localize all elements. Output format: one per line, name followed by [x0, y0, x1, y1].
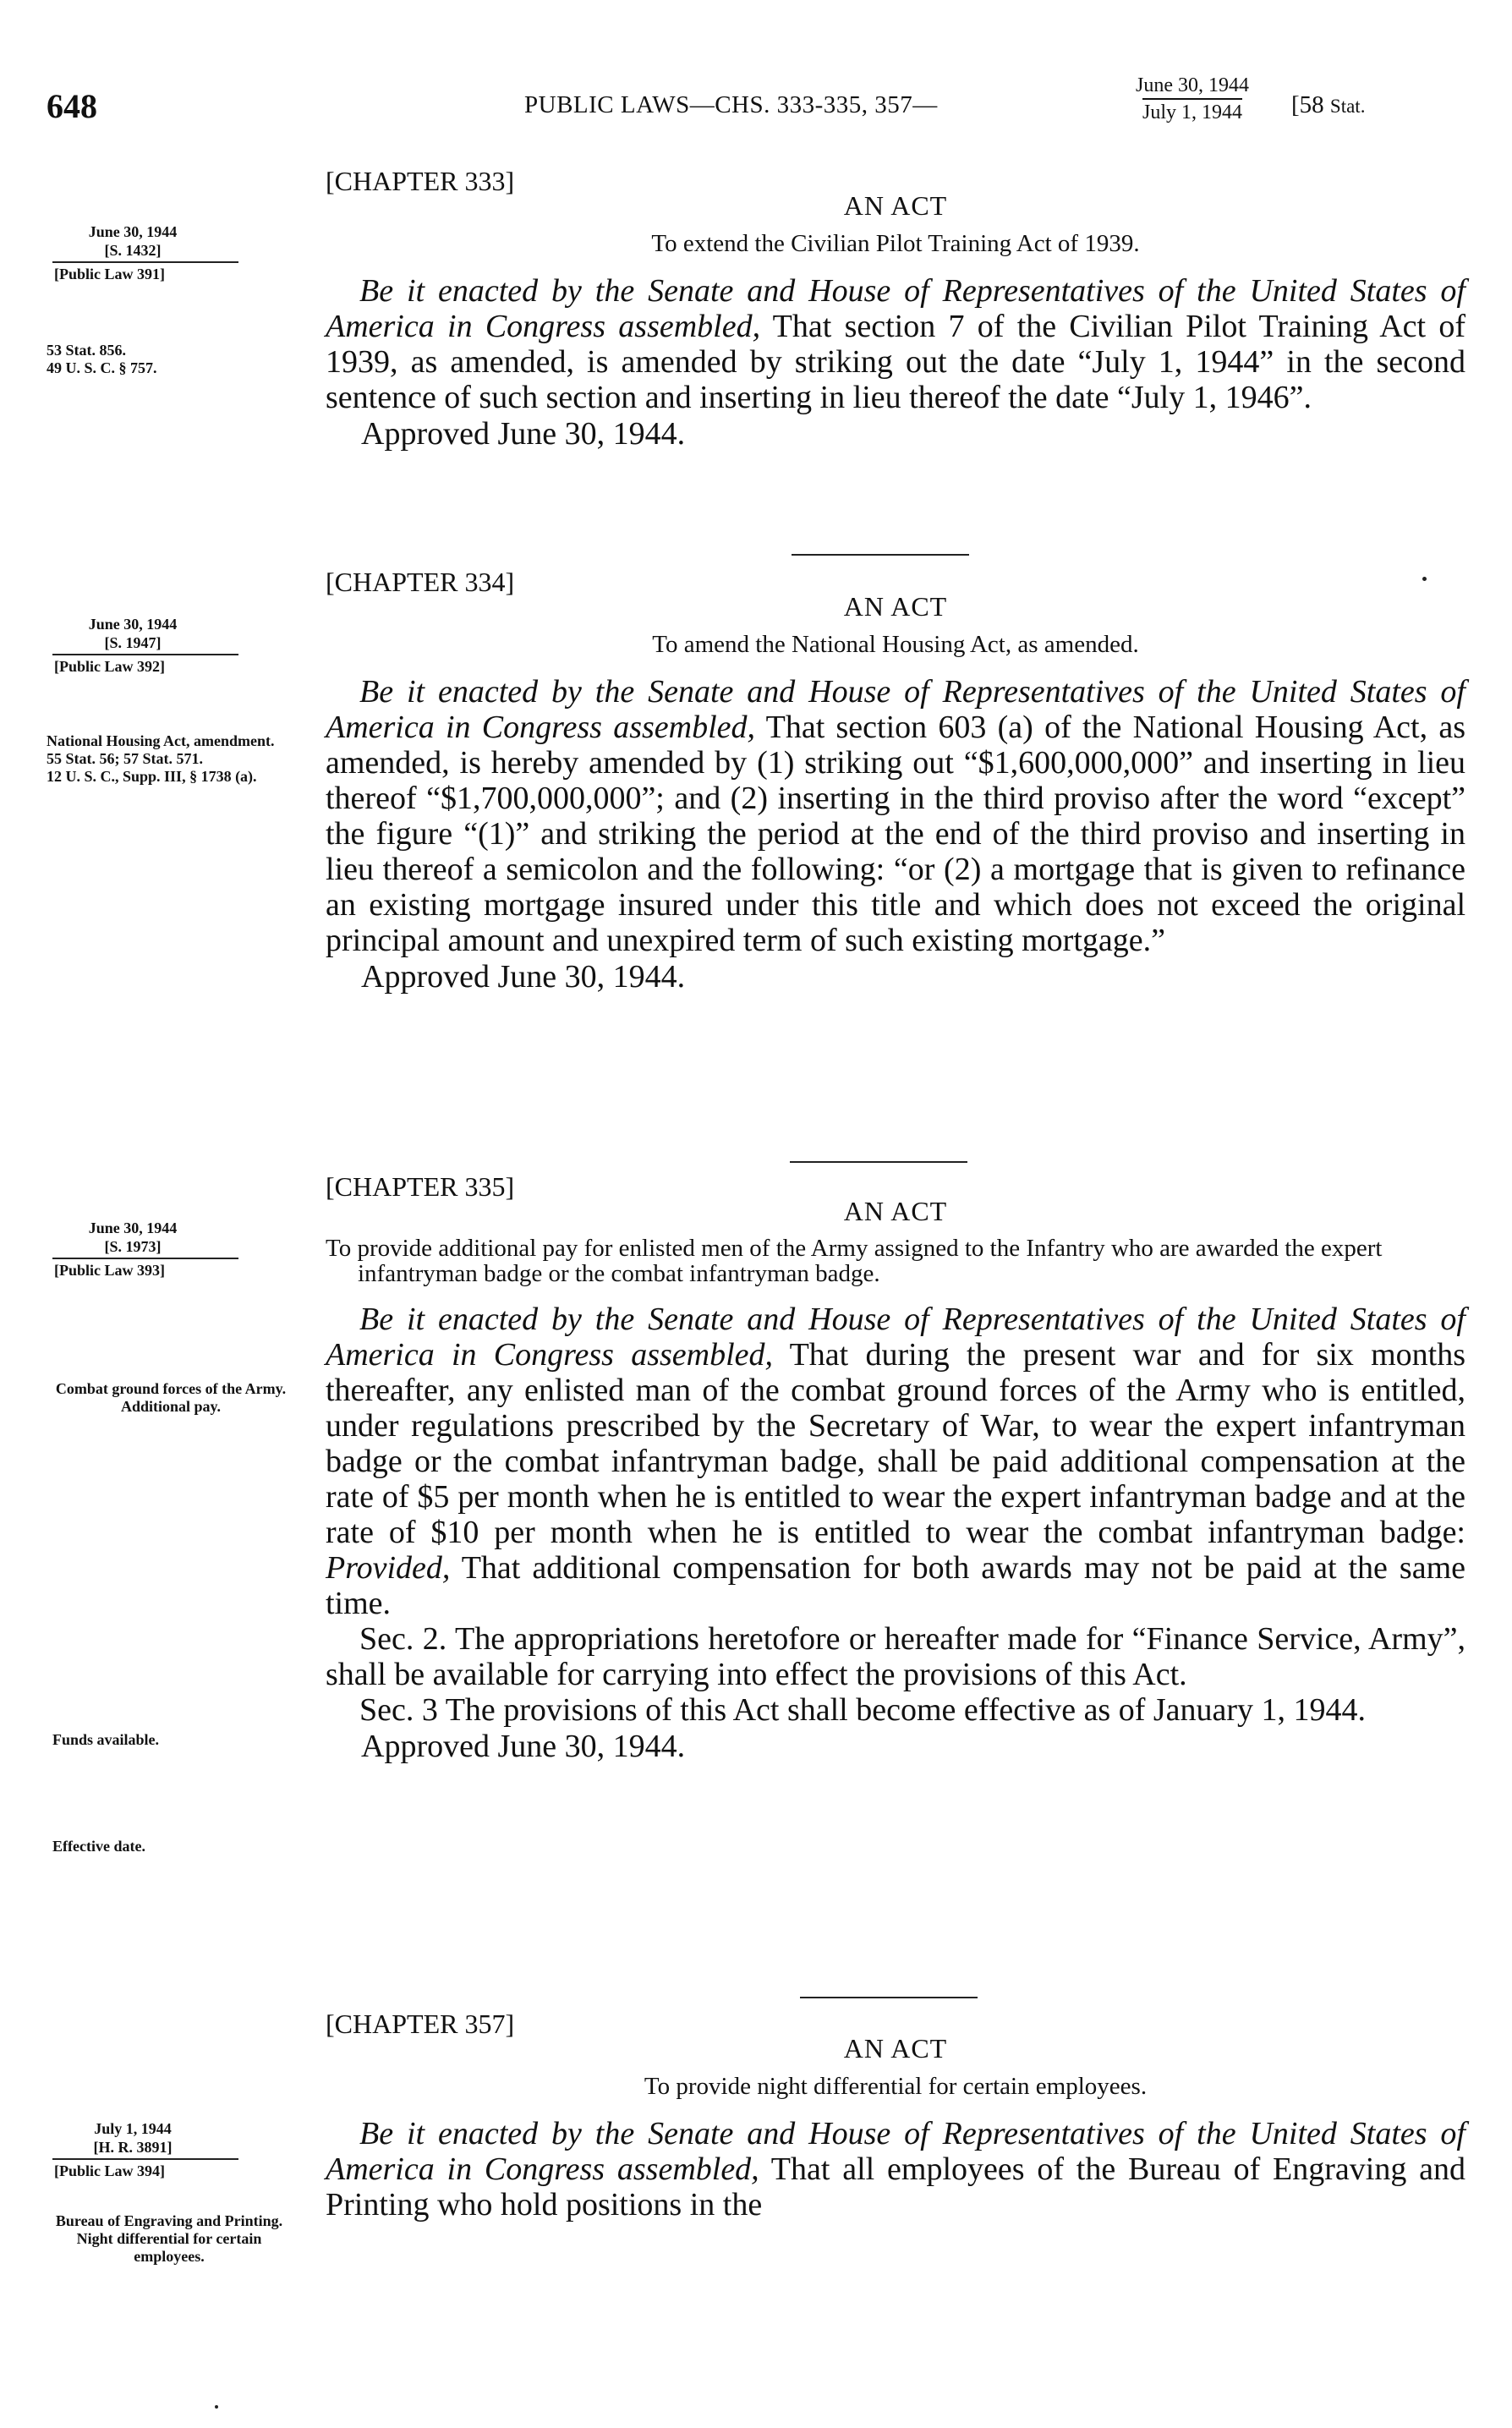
margin-note: Combat ground forces of the Army. Additional pay.	[55, 1380, 287, 1415]
act-purpose: To extend the Civilian Pilot Training Act of 1939.	[651, 230, 1140, 257]
section-2	[326, 1621, 1465, 1692]
margin-notes-ch333	[47, 342, 283, 377]
approval-line: Approved June 30, 1944.	[361, 959, 686, 995]
margin-public-law: [Public Law 391]	[54, 266, 166, 282]
margin-note: 53 Stat. 856.	[47, 342, 126, 359]
margin-notes-ch357	[47, 2212, 292, 2266]
chapter-334	[326, 567, 1465, 995]
margin-bill: [H. R. 3891]	[93, 2139, 173, 2156]
act-body	[326, 674, 1465, 958]
margin-date: July 1, 1944	[94, 2120, 172, 2137]
statute-reference	[1291, 91, 1365, 119]
margin-info-ch333	[44, 222, 298, 283]
act-purpose: To amend the National Housing Act, as amended.	[652, 631, 1139, 658]
chapter-333	[326, 166, 1465, 452]
margin-note: Night differential for certain employees.	[76, 2230, 262, 2265]
running-date-range	[1136, 73, 1249, 125]
act-text: That during the present war and for six months thereafter, any enlisted man of the combat ground forces of the Army who is entitled, under regulations prescribed by the Secretary of War, to wear the expert infantryman badge or the combat infantryman badge, shall be paid additional compensation at the rate of $5 per month when he is entitled to wear the expert infantryman badge and at the rate of $10 per month when he is entitled to wear the combat infantryman badge:	[326, 1337, 1465, 1550]
section-label: Sec.	[359, 1692, 414, 1728]
margin-date: June 30, 1944	[88, 616, 178, 633]
margin-public-law: [Public Law 394]	[54, 2162, 166, 2179]
margin-note: 55 Stat. 56; 57 Stat. 571.	[47, 750, 203, 767]
act-heading: AN ACT	[843, 2033, 948, 2064]
running-date-top: June 30, 1944	[1136, 74, 1249, 96]
act-text: That all employees of the Bureau of Engraving and Printing who hold positions in the	[326, 2151, 1465, 2222]
enacting-clause: Be it enacted by the Senate and House of Representatives of the United States of America in Congress assembled,	[326, 674, 1465, 745]
margin-rule	[52, 2158, 238, 2160]
margin-note-funds	[52, 1731, 272, 1749]
margin-info-ch357	[44, 2119, 298, 2180]
running-title: PUBLIC LAWS—CHS. 333-335, 357—	[524, 91, 938, 118]
act-text-end: That additional compensation for both awards may not be paid at the same time.	[326, 1550, 1465, 1621]
stat-ref-prefix: [58	[1291, 91, 1330, 118]
section-text: 2. The appropriations heretofore or hereafter made for “Finance Service, Army”, shall be available for carrying into effect the provisions of this Act.	[326, 1621, 1465, 1692]
chapter-number: [CHAPTER 333]	[326, 166, 515, 196]
act-heading: AN ACT	[843, 1196, 948, 1226]
section-3	[326, 1692, 1465, 1728]
section-text: 3 The provisions of this Act shall become effective as of January 1, 1944.	[414, 1692, 1367, 1728]
approval-line: Approved June 30, 1944.	[361, 416, 686, 452]
margin-rule	[52, 654, 238, 655]
act-body	[326, 1302, 1465, 1621]
chapter-number: [CHAPTER 334]	[326, 567, 515, 597]
act-body	[326, 273, 1465, 415]
margin-note: Funds available.	[52, 1731, 160, 1748]
running-date-bottom: July 1, 1944	[1142, 101, 1242, 123]
margin-notes-ch335	[44, 1380, 298, 1416]
chapter-number: [CHAPTER 357]	[326, 2009, 515, 2039]
margin-notes-ch334	[47, 732, 285, 786]
margin-bill: [S. 1973]	[104, 1238, 162, 1255]
margin-info-ch335	[44, 1219, 298, 1280]
chapter-divider	[792, 554, 969, 556]
section-label: Sec.	[359, 1621, 414, 1657]
act-text: That section 7 of the Civilian Pilot Training Act of 1939, as amended, is amended by striking out the date “July 1, 1944” in the second sentence of such section and inserting in lieu thereof the date “July 1, 1946”.	[326, 309, 1465, 415]
stat-ref-word: Stat.	[1329, 96, 1366, 117]
act-purpose: To provide night differential for certain employees.	[644, 2073, 1148, 2100]
enacting-clause: Be it enacted by the Senate and House of Representatives of the United States of America in Congress assembled,	[326, 1302, 1465, 1373]
margin-rule	[52, 1258, 238, 1259]
enacting-clause: Be it enacted by the Senate and House of Representatives of the United States of America in Congress assembled,	[326, 273, 1465, 344]
act-purpose: To provide additional pay for enlisted men of the Army assigned to the Infantry who are awarded the expert infantryman badge or the combat infantryman badge.	[326, 1235, 1383, 1287]
margin-public-law: [Public Law 392]	[54, 658, 166, 675]
margin-date: June 30, 1944	[88, 1219, 178, 1236]
proviso-word: Provided,	[326, 1550, 451, 1586]
approval-line: Approved June 30, 1944.	[361, 1729, 686, 1764]
chapter-divider	[800, 1997, 978, 1998]
margin-bill: [S. 1947]	[104, 634, 162, 651]
act-heading: AN ACT	[843, 591, 948, 622]
margin-rule	[52, 261, 238, 263]
margin-note: Effective date.	[52, 1838, 145, 1855]
margin-date: June 30, 1944	[88, 223, 178, 240]
act-heading: AN ACT	[843, 190, 948, 221]
margin-note: 49 U. S. C. § 757.	[47, 359, 157, 376]
chapter-number: [CHAPTER 335]	[326, 1171, 515, 1202]
print-speck	[215, 2405, 218, 2409]
chapter-335	[326, 1171, 1465, 1765]
margin-public-law: [Public Law 393]	[54, 1262, 166, 1279]
margin-note: 12 U. S. C., Supp. III, § 1738 (a).	[47, 768, 257, 785]
act-text: That section 603 (a) of the National Housing Act, as amended, is hereby amended by (1) striking out “$1,600,000,000” and inserting in lieu thereof “$1,700,000,000”; and (2) inserting in the third proviso after the word “except” the figure “(1)” and striking the period at the end of the third proviso and inserting in lieu thereof a semicolon and the following: “or (2) a mortgage that is given to refinance an existing mortgage insured under this title and which does not exceed the original principal amount and unexpired term of such existing mortgage.”	[326, 710, 1466, 958]
chapter-357	[326, 2009, 1465, 2222]
margin-bill: [S. 1432]	[104, 242, 162, 259]
chapter-divider	[790, 1161, 967, 1163]
margin-note-effective	[52, 1838, 272, 1855]
enacting-clause: Be it enacted by the Senate and House of Representatives of the United States of America in Congress assembled,	[326, 2116, 1465, 2187]
page-number: 648	[47, 87, 97, 125]
act-body	[326, 2116, 1465, 2222]
margin-info-ch334	[44, 615, 298, 676]
margin-note: National Housing Act, amendment.	[47, 732, 275, 749]
margin-note: Bureau of Engraving and Printing.	[55, 2212, 283, 2229]
